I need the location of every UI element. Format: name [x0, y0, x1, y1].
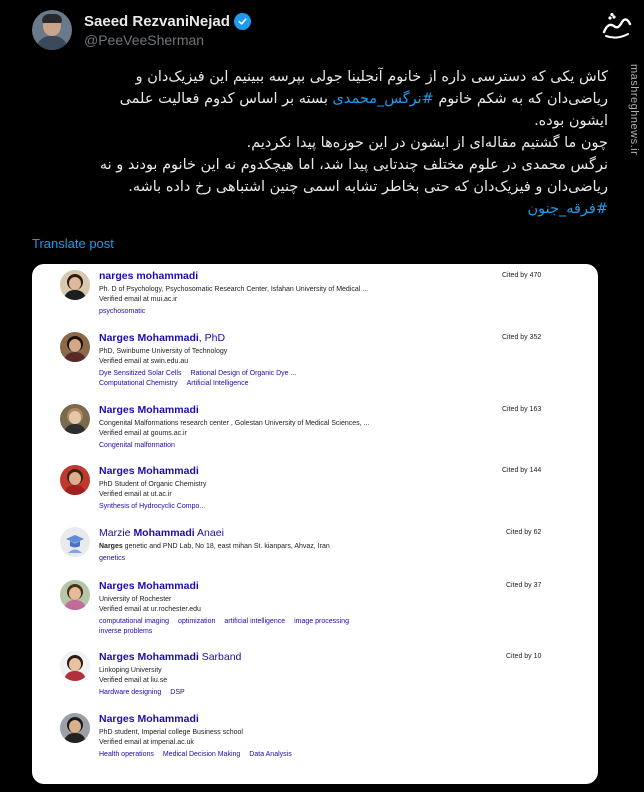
- topic-link[interactable]: Health operations: [99, 751, 154, 758]
- profile-photo[interactable]: [60, 713, 90, 743]
- verified-email: Verified email at ut.ac.ir: [99, 491, 172, 498]
- cited-by-count[interactable]: Cited by 37: [506, 582, 542, 589]
- cited-by-count[interactable]: Cited by 470: [502, 272, 542, 279]
- topic-link[interactable]: Rational Design of Organic Dye ...: [190, 370, 297, 377]
- profile-photo[interactable]: [60, 465, 90, 495]
- cited-by-count[interactable]: Cited by 352: [502, 334, 542, 341]
- topic-link[interactable]: genetics: [99, 555, 126, 562]
- tweet-line: [28, 88, 608, 110]
- cited-by-count[interactable]: Cited by 144: [502, 467, 542, 474]
- name-text[interactable]: Narges Mohammadi: [99, 651, 199, 663]
- research-topics: [99, 369, 479, 379]
- topic-link[interactable]: Dye Sensitized Solar Cells: [99, 370, 182, 377]
- watermark-site: mashreghnews.ir: [628, 64, 640, 156]
- tweet-line: [28, 198, 608, 220]
- tweet-text: [28, 66, 608, 220]
- affiliation: Linkoping University: [99, 667, 162, 674]
- topic-link[interactable]: Synthesis of Hydrocyclic Compo...: [99, 503, 206, 510]
- tweet-line: کاش یکی که دسترسی داره از خانوم آنجلینا جولی بپرسه ببینیم این فیزیک‌دان و: [135, 69, 608, 85]
- topic-link[interactable]: inverse problems: [99, 628, 153, 635]
- scholar-name[interactable]: [99, 465, 479, 478]
- tweet-text-span: ریاضی‌دان که به شکم خانوم: [433, 91, 608, 107]
- research-topics: [99, 688, 479, 698]
- research-topics: [99, 441, 479, 451]
- name-suffix[interactable]: Anaei: [194, 527, 224, 539]
- profile-photo[interactable]: [60, 404, 90, 434]
- name-text[interactable]: Mohammadi: [133, 527, 195, 539]
- scholar-name[interactable]: [99, 651, 479, 664]
- affiliation-text: genetic and PND Lab, No 18, east mihan St. kianpars, Ahvaz, Iran: [122, 543, 330, 550]
- name-text[interactable]: Narges Mohammadi: [99, 332, 199, 344]
- profile-photo[interactable]: [60, 651, 90, 681]
- topic-link[interactable]: Medical Decision Making: [162, 751, 241, 758]
- verified-email: Verified email at mui.ac.ir: [99, 296, 178, 303]
- verified-email: Verified email at swin.edu.au: [99, 358, 189, 365]
- profile-photo[interactable]: [60, 332, 90, 362]
- tweet-line: ایشون بوده.: [534, 113, 608, 129]
- author-avatar[interactable]: [32, 10, 72, 50]
- research-topics: [99, 554, 479, 564]
- affiliation: Ph. D of Psychology, Psychosomatic Research Center, Isfahan University of Medical ...: [99, 286, 369, 293]
- verified-email: Verified email at ur.rochester.edu: [99, 606, 201, 613]
- cited-by-count[interactable]: Cited by 10: [506, 653, 542, 660]
- topic-link[interactable]: image processing: [294, 618, 349, 625]
- tweet-line: چون ما گشتیم مقاله‌ای از ایشون در این حوزه‌ها پیدا نکردیم.: [246, 135, 608, 151]
- verified-badge-icon: [234, 13, 251, 30]
- author-handle[interactable]: @PeeVeeSherman: [84, 31, 205, 48]
- affiliation: [99, 542, 479, 552]
- tweet-line: نرگس محمدی در علوم مختلف چندتایی پیدا شد، اما هیچکدوم نه این خانوم بودند و نه: [99, 157, 608, 173]
- author-display-name[interactable]: Saeed RezvaniNejad: [84, 12, 230, 30]
- cited-by-count[interactable]: Cited by 62: [506, 529, 542, 536]
- scholar-name[interactable]: [99, 580, 479, 593]
- translate-post-link[interactable]: Translate post: [32, 236, 114, 251]
- tweet-header: [32, 10, 251, 50]
- profile-photo[interactable]: [60, 270, 90, 300]
- profile-photo[interactable]: [60, 580, 90, 610]
- name-text[interactable]: Narges Mohammadi: [99, 713, 199, 725]
- verified-email: Verified email at goums.ac.ir: [99, 430, 187, 437]
- name-prefix[interactable]: Marzie: [99, 527, 134, 539]
- default-avatar-icon[interactable]: [60, 527, 90, 557]
- research-topics: [99, 617, 479, 627]
- tweet-line: ریاضی‌دان و فیزیک‌دان که حتی بخاطر تشابه اسمی چنین اشتباهی رخ داده باشه.: [128, 179, 608, 195]
- topic-link[interactable]: Congenital malformation: [99, 442, 175, 449]
- topic-link[interactable]: artificial intelligence: [224, 618, 286, 625]
- topic-link[interactable]: psychosomatic: [99, 308, 146, 315]
- name-text[interactable]: Narges Mohammadi: [99, 404, 199, 416]
- hashtag-link[interactable]: #نرگس_محمدی: [332, 91, 434, 107]
- scholar-name[interactable]: [99, 527, 479, 540]
- research-topics: [99, 502, 479, 512]
- name-text[interactable]: Narges Mohammadi: [99, 580, 199, 592]
- verified-email: Verified email at imperial.ac.uk: [99, 739, 194, 746]
- name-text[interactable]: Narges Mohammadi: [99, 465, 199, 477]
- mashregh-logo: [600, 12, 634, 42]
- hashtag-link[interactable]: #فرقه_جنون: [527, 201, 608, 217]
- research-topics: [99, 750, 479, 760]
- topic-link[interactable]: Artificial Intelligence: [186, 380, 249, 387]
- affiliation: University of Rochester: [99, 596, 172, 603]
- affiliation-highlight: Narges: [99, 543, 123, 550]
- affiliation: PhD student, Imperial college Business school: [99, 729, 243, 736]
- research-topics: [99, 627, 479, 637]
- name-suffix[interactable]: Sarband: [198, 651, 242, 663]
- scholar-name[interactable]: [99, 404, 479, 417]
- scholar-name[interactable]: [99, 332, 479, 345]
- affiliation: PhD Student of Organic Chemistry: [99, 481, 207, 488]
- verified-email: Verified email at liu.se: [99, 677, 168, 684]
- topic-link[interactable]: optimization: [178, 618, 216, 625]
- research-topics: [99, 379, 479, 389]
- topic-link[interactable]: Hardware designing: [99, 689, 162, 696]
- name-suffix[interactable]: , PhD: [198, 332, 226, 344]
- affiliation: PhD, Swinburne University of Technology: [99, 348, 228, 355]
- name-text[interactable]: narges mohammadi: [99, 270, 199, 282]
- affiliation: Congenital Malformations research center , Golestan University of Medical Sciences, ...: [99, 420, 370, 427]
- scholar-name[interactable]: [99, 270, 479, 283]
- topic-link[interactable]: Computational Chemistry: [99, 380, 178, 387]
- scholar-name[interactable]: [99, 713, 479, 726]
- topic-link[interactable]: DSP: [170, 689, 185, 696]
- author-name-row[interactable]: [84, 13, 251, 30]
- research-topics: [99, 307, 479, 317]
- topic-link[interactable]: Data Analysis: [249, 751, 292, 758]
- attached-image-scholar-results[interactable]: [32, 264, 598, 784]
- tweet-text-span: بسته بر اساس کدوم فعالیت علمی: [119, 91, 333, 107]
- topic-link[interactable]: computational imaging: [99, 618, 170, 625]
- cited-by-count[interactable]: Cited by 163: [502, 406, 542, 413]
